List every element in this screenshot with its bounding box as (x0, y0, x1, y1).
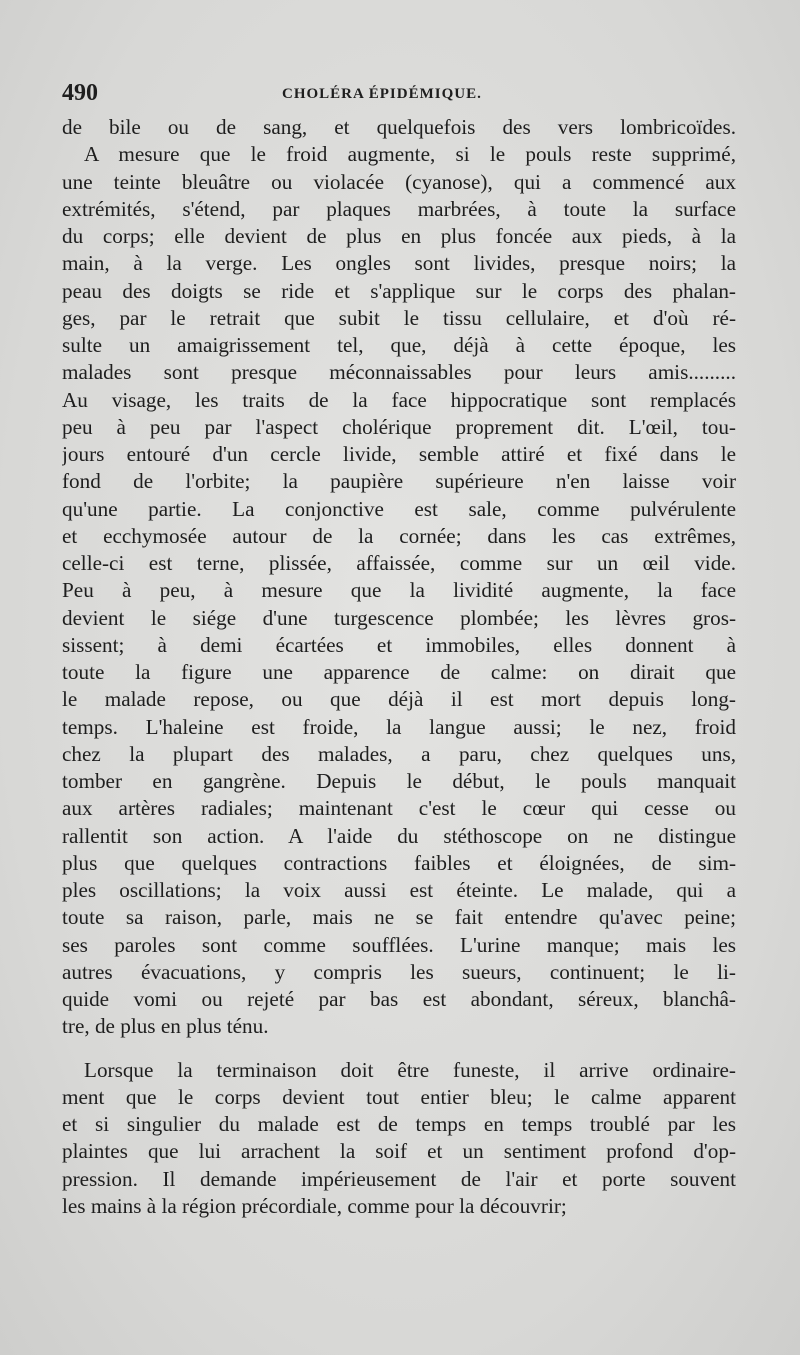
text-line: ples oscillations; la voix aussi est éteinte. Le malade, qui a (62, 878, 736, 902)
text-line: aux artères radiales; maintenant c'est le cœur qui cesse ou (62, 796, 736, 821)
text-line: peau des doigts se ride et s'applique sur le corps des phalan- (62, 278, 736, 303)
text-line: fond de l'orbite; la paupière supérieure n'en laisse voir (62, 469, 736, 494)
text-line: extrémités, s'étend, par plaques marbrées, à toute la surface (62, 196, 736, 221)
text-line: Peu à peu, à mesure que la lividité augmente, la face (62, 578, 736, 603)
text-line: ses paroles sont comme soufflées. L'urine manque; mais les (62, 932, 736, 957)
text-line: toute la figure une apparence de calme: on dirait que (62, 660, 736, 684)
text-line: celle-ci est terne, plissée, affaissée, comme sur un œil vide. (62, 551, 736, 575)
text-line: plaintes que lui arrachent la soif et un sentiment profond d'op- (62, 1139, 736, 1164)
text-line: et si singulier du malade est de temps en temps troublé par les (62, 1112, 736, 1136)
text-line: quide vomi ou rejeté par bas est abondant, séreux, blanchâ- (62, 987, 736, 1011)
text-line: main, à la verge. Les ongles sont livides, presque noirs; la (62, 251, 736, 276)
text-line: devient le siége d'une turgescence plombée; les lèvres gros- (62, 605, 736, 630)
text-line: Lorsque la terminaison doit être funeste, il arrive ordinaire- (84, 1057, 736, 1082)
text-line: sissent; à demi écartées et immobiles, elles donnent à (62, 632, 736, 657)
text-line: malades sont presque méconnaissables pour leurs amis......... (62, 360, 736, 385)
text-line: jours entouré d'un cercle livide, semble attiré et fixé dans le (62, 442, 736, 466)
text-line: de bile ou de sang, et quelquefois des vers lombricoïdes. (62, 115, 736, 139)
page-header (62, 80, 738, 110)
text-line: tomber en gangrène. Depuis le début, le pouls manquait (62, 769, 736, 793)
text-line: les mains à la région précordiale, comme pour la découvrir; (62, 1193, 567, 1218)
text-line: toute sa raison, parle, mais ne se fait entendre qu'avec peine; (62, 905, 736, 930)
text-line: une teinte bleuâtre ou violacée (cyanose), qui a commencé aux (62, 169, 736, 194)
page-number: 490 (62, 80, 98, 106)
text-line: et ecchymosée autour de la cornée; dans les cas extrêmes, (62, 523, 736, 548)
text-line: ment que le corps devient tout entier bleu; le calme apparent (62, 1084, 736, 1109)
text-line: Au visage, les traits de la face hippocratique sont remplacés (62, 387, 736, 412)
text-line: qu'une partie. La conjonctive est sale, comme pulvérulente (62, 496, 736, 521)
text-line: peu à peu par l'aspect cholérique proprement dit. L'œil, tou- (62, 414, 736, 439)
text-line: pression. Il demande impérieusement de l'air et porte souvent (62, 1166, 736, 1191)
text-line: A mesure que le froid augmente, si le pouls reste supprimé, (84, 142, 736, 167)
text-line: le malade repose, ou que déjà il est mort depuis long- (62, 687, 736, 712)
text-line: autres évacuations, y compris les sueurs, continuent; le li- (62, 959, 736, 984)
text-line: sulte un amaigrissement tel, que, déjà à cette époque, les (62, 333, 736, 357)
text-line: ges, par le retrait que subit le tissu cellulaire, et d'où ré- (62, 305, 736, 330)
body-text (62, 114, 736, 1220)
text-line: chez la plupart des malades, a paru, chez quelques uns, (62, 741, 736, 766)
text-line: tre, de plus en plus ténu. (62, 1014, 269, 1039)
running-title: CHOLÉRA ÉPIDÉMIQUE. (282, 86, 482, 102)
paragraph (62, 114, 736, 1041)
text-line: plus que quelques contractions faibles et éloignées, de sim- (62, 850, 736, 875)
paragraph-gap (62, 1041, 736, 1057)
text-line: rallentit son action. A l'aide du stéthoscope on ne distingue (62, 823, 736, 848)
text-line: du corps; elle devient de plus en plus foncée aux pieds, à la (62, 224, 736, 248)
text-line: temps. L'haleine est froide, la langue aussi; le nez, froid (62, 714, 736, 739)
paragraph (62, 1057, 736, 1221)
